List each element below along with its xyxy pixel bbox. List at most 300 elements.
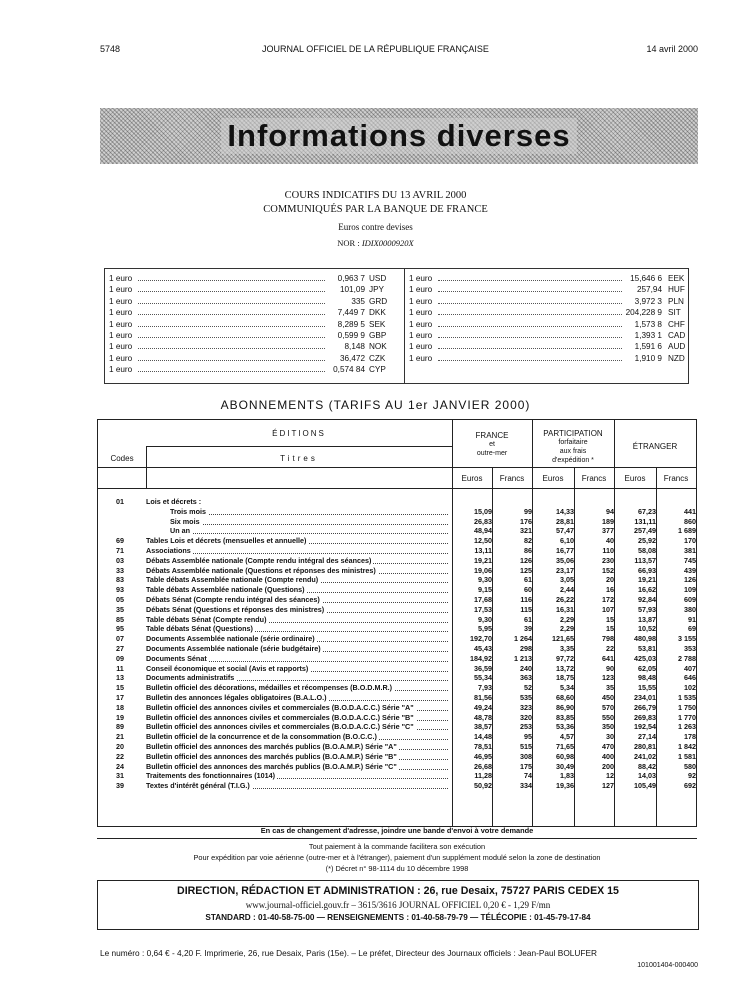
row-value: 269,83 [634, 712, 656, 722]
row-value: 380 [684, 604, 696, 614]
row-value: 116 [520, 595, 532, 604]
subscription-table [97, 419, 697, 827]
row-value: 323 [520, 702, 532, 712]
table-row [98, 732, 696, 742]
leader-dots [438, 360, 622, 361]
row-value: 66,93 [638, 565, 656, 575]
row-value: 125 [520, 565, 532, 575]
rate-currency: CZK [369, 353, 386, 363]
row-title: Débats Assemblée nationale (Questions et réponses des ministres) [146, 565, 376, 575]
row-value: 12,50 [474, 536, 492, 546]
rate-row [405, 330, 688, 341]
row-code: 85 [116, 614, 124, 624]
row-value: 38,57 [474, 722, 492, 732]
leader-dots [438, 303, 622, 304]
row-code: 33 [116, 565, 124, 575]
row-value: 609 [684, 595, 696, 604]
row-value: 535 [520, 693, 532, 702]
table-row [98, 722, 696, 732]
row-title: Documents Assemblée nationale (série ordinaire) [146, 634, 315, 644]
row-value: 230 [602, 555, 614, 565]
row-value: 1,83 [560, 771, 574, 781]
row-title: Bulletin officiel des annonces civiles et commerciales (B.O.D.A.C.C.) Série "A" [146, 702, 414, 712]
rate-value: 3,972 3 [634, 296, 662, 306]
table-row [98, 585, 696, 595]
row-value: 86,90 [556, 702, 574, 712]
row-title: Bulletin officiel des annonces des marchés publics (B.O.A.M.P.) Série "B" [146, 751, 397, 761]
row-value: 48,78 [474, 712, 492, 722]
rate-label: 1 euro [109, 274, 133, 283]
note-decree: (*) Décret n° 98-1114 du 10 décembre 1998 [325, 864, 469, 873]
row-value: 2,29 [560, 624, 574, 634]
participation-header: PARTICIPATION forfaitaire aux frais d'expédition * [543, 429, 603, 464]
leader-dots [138, 326, 325, 327]
table-row [98, 546, 696, 556]
rate-value: 1,910 9 [634, 353, 662, 363]
row-value: 2,29 [560, 614, 574, 624]
row-value: 2,44 [560, 585, 574, 595]
row-title: Documents Assemblée nationale (série budgétaire) [146, 644, 321, 653]
rate-currency: NZD [668, 353, 685, 363]
francs-header: Francs [499, 474, 525, 483]
row-code: 11 [116, 663, 124, 673]
row-value: 350 [602, 722, 614, 732]
rate-currency: HUF [668, 285, 685, 295]
row-value: 27,14 [638, 732, 656, 742]
table-row [98, 654, 696, 664]
row-value: 470 [602, 742, 614, 751]
row-value: 234,01 [634, 693, 656, 702]
row-value: 1 770 [678, 712, 696, 722]
euros-header: Euros [542, 474, 564, 483]
row-value: 69 [688, 624, 696, 634]
rate-row [405, 284, 688, 295]
row-value: 1 264 [514, 634, 532, 644]
row-value: 26,68 [474, 761, 492, 771]
leader-dots [138, 303, 325, 304]
euros-header: Euros [461, 474, 483, 483]
row-value: 377 [602, 526, 614, 536]
row-value: 798 [602, 634, 614, 644]
rates-right-column [405, 273, 688, 364]
row-value: 68,60 [556, 693, 574, 702]
row-value: 1 213 [514, 653, 532, 663]
row-title: Six mois [170, 516, 200, 526]
rate-label: 1 euro [409, 342, 433, 352]
rate-row [105, 307, 395, 318]
table-row [98, 762, 696, 772]
row-value: 152 [602, 565, 614, 575]
row-value: 12 [606, 771, 614, 781]
row-value: 40 [606, 536, 614, 546]
row-value: 49,24 [474, 702, 492, 712]
rate-value: 1,591 6 [634, 342, 662, 352]
leader-dots [138, 348, 325, 349]
row-value: 105,49 [634, 781, 656, 791]
row-value: 480,98 [634, 634, 656, 644]
rate-value: 0,599 9 [337, 330, 365, 340]
row-title: Bulletin officiel des décorations, médailles et récompenses (B.O.D.M.R.) [146, 683, 393, 693]
table-row [98, 556, 696, 566]
etranger-header: ÉTRANGER [632, 442, 678, 451]
leader-dots [138, 280, 325, 281]
row-value: 570 [602, 702, 614, 712]
row-value: 16,31 [556, 604, 574, 614]
rate-value: 1,573 8 [634, 319, 662, 329]
row-title: Débats Sénat (Questions et réponses des ministres) [146, 604, 325, 614]
row-title: Table débats Assemblée nationale (Compte rendu) [146, 575, 319, 585]
row-value: 23,17 [556, 565, 574, 575]
row-value: 57,47 [556, 526, 574, 536]
row-value: 60,98 [556, 751, 574, 761]
row-value: 13,72 [556, 663, 574, 673]
rate-currency: GBP [369, 330, 387, 340]
row-title: Tables Lois et décrets (mensuelles et annuelle) [146, 536, 307, 546]
rate-value: 0,574 84 [333, 365, 365, 375]
header-date: 14 avril 2000 [646, 44, 698, 54]
banner [100, 108, 698, 164]
row-value: 126 [520, 555, 532, 565]
row-value: 16,77 [556, 546, 574, 555]
row-value: 1 842 [678, 742, 696, 751]
rates-left-column [105, 273, 395, 376]
rate-currency: EEK [668, 274, 685, 283]
rate-label: 1 euro [109, 296, 133, 306]
row-title: Bulletin officiel des annonces des marchés publics (B.O.A.M.P.) Série "A" [146, 742, 397, 751]
table-row [98, 605, 696, 615]
row-value: 30 [606, 732, 614, 742]
row-value: 172 [602, 595, 614, 604]
rate-label: 1 euro [409, 308, 433, 318]
row-value: 9,15 [478, 585, 492, 595]
row-value: 580 [684, 761, 696, 771]
row-value: 115 [520, 604, 532, 614]
row-value: 363 [520, 673, 532, 683]
row-value: 83,85 [556, 712, 574, 722]
row-value: 60 [524, 585, 532, 595]
leader-dots [438, 337, 622, 338]
row-title: Débats Sénat (Compte rendu intégral des séances) [146, 595, 320, 604]
rate-currency: JPY [369, 285, 385, 295]
row-value: 92 [688, 771, 696, 781]
row-value: 11,28 [474, 771, 492, 781]
rate-label: 1 euro [409, 330, 433, 340]
row-code: 27 [116, 644, 124, 653]
row-value: 102 [684, 683, 696, 693]
francs-header: Francs [663, 474, 689, 483]
leader-dots [438, 326, 622, 327]
row-title: Textes d'intérêt général (T.I.G.) [146, 781, 250, 791]
row-value: 14,33 [556, 506, 574, 516]
rate-value: 0,963 7 [337, 274, 365, 283]
table-row [98, 536, 696, 546]
table-row [98, 742, 696, 752]
row-code: 89 [116, 722, 124, 732]
row-value: 3 155 [678, 634, 696, 644]
rate-label: 1 euro [109, 319, 133, 329]
rate-label: 1 euro [109, 285, 133, 295]
row-value: 74 [524, 771, 532, 781]
row-value: 692 [684, 781, 696, 791]
row-value: 745 [684, 555, 696, 565]
row-value: 192,54 [634, 722, 656, 732]
row-value: 1 263 [678, 722, 696, 732]
row-title: Conseil économique et social (Avis et rapports) [146, 663, 309, 673]
row-value: 78,51 [474, 742, 492, 751]
row-value: 36,59 [474, 663, 492, 673]
row-value: 91 [688, 614, 696, 624]
row-value: 550 [602, 712, 614, 722]
row-value: 641 [602, 653, 614, 663]
row-value: 131,11 [634, 516, 656, 526]
row-value: 26,83 [474, 516, 492, 526]
row-title: Bulletin officiel de la concurrence et de la consommation (B.O.C.C.) [146, 732, 377, 742]
row-value: 82 [524, 536, 532, 546]
row-title: Associations [146, 546, 191, 555]
rate-label: 1 euro [109, 308, 133, 318]
row-title: Bulletin officiel des annonces des marchés publics (B.O.A.M.P.) Série "C" [146, 761, 397, 771]
row-value: 3,05 [560, 575, 574, 585]
row-value: 50,92 [474, 781, 492, 791]
rate-row [105, 353, 395, 364]
row-value: 20 [606, 575, 614, 585]
row-value: 381 [684, 546, 696, 555]
row-value: 92,84 [638, 595, 656, 604]
row-title: Traitements des fonctionnaires (1014) [146, 771, 276, 781]
table-row [98, 771, 696, 781]
row-value: 22 [606, 644, 614, 653]
table-row [98, 634, 696, 644]
row-value: 298 [520, 644, 532, 653]
row-code: 69 [116, 536, 124, 546]
row-value: 200 [602, 761, 614, 771]
row-code: 20 [116, 742, 124, 751]
rate-value: 101,09 [339, 285, 365, 295]
row-value: 121,65 [552, 634, 574, 644]
row-code: 31 [116, 771, 124, 781]
row-code: 17 [116, 693, 124, 702]
nor-value: IDIX0000920X [361, 238, 414, 248]
row-value: 90 [606, 663, 614, 673]
row-value: 19,36 [556, 781, 574, 791]
note-air: Pour expédition par voie aérienne (outre-mer et à l'étranger), paiement d'un supplément modulé selon la zone de destination [193, 853, 601, 862]
leader-dots [174, 524, 448, 525]
table-row [98, 526, 696, 536]
row-title: Table débats Sénat (Compte rendu) [146, 614, 267, 624]
row-value: 3,35 [560, 644, 574, 653]
table-row [98, 693, 696, 703]
row-value: 52 [524, 683, 532, 693]
row-code: 03 [116, 555, 124, 565]
table-row [98, 664, 696, 674]
row-code: 15 [116, 683, 124, 693]
row-value: 55,34 [474, 673, 492, 683]
row-value: 18,75 [556, 673, 574, 683]
footer-text: Le numéro : 0,64 € - 4,20 F. Imprimerie, 26, rue Desaix, Paris (15e). – Le préfet, Directeur des Journaux officiels : Jean-Paul BOLUFER [100, 948, 597, 958]
row-value: 184,92 [470, 653, 492, 663]
row-value: 176 [520, 516, 532, 526]
note-payment: Tout paiement à la commande facilitera son exécution [308, 842, 486, 851]
francs-header: Francs [581, 474, 607, 483]
rate-label: 1 euro [409, 285, 433, 295]
row-code: 35 [116, 604, 124, 614]
france-header: FRANCE et outre-mer [475, 431, 509, 457]
rate-label: 1 euro [409, 353, 433, 363]
banner-title: Informations diverses [221, 118, 576, 154]
row-value: 407 [684, 663, 696, 673]
row-value: 61 [524, 614, 532, 624]
table-row [98, 673, 696, 683]
row-code: 21 [116, 732, 124, 742]
row-value: 10,52 [638, 624, 656, 634]
rates-box [104, 268, 689, 384]
row-title: Documents administratifs [146, 673, 235, 683]
leader-dots [138, 360, 325, 361]
row-value: 1 581 [678, 751, 696, 761]
journal-title: JOURNAL OFFICIEL DE LA RÉPUBLIQUE FRANÇAISE [262, 44, 489, 54]
row-title: Trois mois [170, 506, 206, 516]
row-value: 99 [524, 506, 532, 516]
row-value: 515 [520, 742, 532, 751]
row-value: 253 [520, 722, 532, 732]
row-value: 45,43 [474, 644, 492, 653]
rate-currency: AUD [668, 342, 686, 352]
row-value: 35 [606, 683, 614, 693]
rate-row [405, 353, 688, 364]
row-value: 266,79 [634, 702, 656, 712]
row-value: 400 [602, 751, 614, 761]
row-value: 61 [524, 575, 532, 585]
row-value: 192,70 [470, 634, 492, 644]
row-title: Un an [170, 526, 190, 536]
rate-value: 36,472 [339, 353, 365, 363]
codes-header: Codes [110, 454, 134, 463]
table-row [98, 595, 696, 605]
direction-web: www.journal-officiel.gouv.fr – 3615/3616 JOURNAL OFFICIEL 0,20 € - 1,29 F/mn [245, 900, 551, 910]
rate-currency: NOK [369, 342, 387, 352]
row-title: Table débats Sénat (Questions) [146, 624, 253, 634]
row-value: 1 535 [678, 693, 696, 702]
rate-value: 8,148 [344, 342, 365, 352]
leader-dots [438, 291, 622, 292]
rate-label: 1 euro [409, 296, 433, 306]
row-title: Bulletin officiel des annonces civiles et commerciales (B.O.D.A.C.C.) Série "C" [146, 722, 414, 732]
row-value: 19,21 [474, 555, 492, 565]
rate-currency: SIT [668, 308, 681, 318]
row-value: 5,34 [560, 683, 574, 693]
row-value: 126 [684, 575, 696, 585]
table-row [98, 644, 696, 654]
table-row [98, 752, 696, 762]
row-value: 14,48 [474, 732, 492, 742]
row-value: 2 788 [678, 653, 696, 663]
rate-row [105, 341, 395, 352]
rate-value: 257,94 [636, 285, 662, 295]
direction-phones: STANDARD : 01-40-58-75-00 — RENSEIGNEMENTS : 01-40-58-79-79 — TÉLÉCOPIE : 01-45-79-17-84 [205, 913, 591, 922]
rate-label: 1 euro [409, 274, 433, 283]
row-value: 6,10 [560, 536, 574, 546]
row-value: 15 [606, 614, 614, 624]
rate-currency: SEK [369, 319, 386, 329]
table-row [98, 781, 696, 791]
row-value: 107 [602, 604, 614, 614]
row-value: 81,56 [474, 693, 492, 702]
row-value: 97,72 [556, 653, 574, 663]
row-value: 98,48 [638, 673, 656, 683]
row-value: 9,30 [478, 575, 492, 585]
row-value: 28,81 [556, 516, 574, 526]
table-row [98, 713, 696, 723]
row-value: 178 [684, 732, 696, 742]
row-code: 09 [116, 653, 124, 663]
row-value: 88,42 [638, 761, 656, 771]
row-code: 22 [116, 751, 124, 761]
leader-dots [138, 371, 325, 372]
table-row [98, 507, 696, 517]
row-value: 19,21 [638, 575, 656, 585]
row-value: 62,05 [638, 663, 656, 673]
titres-header: Titres [280, 454, 318, 463]
rate-label: 1 euro [109, 365, 133, 375]
nor-label: NOR : [337, 238, 360, 248]
row-code: 93 [116, 585, 124, 595]
row-title: Bulletin officiel des annonces civiles et commerciales (B.O.D.A.C.C.) Série "B" [146, 712, 414, 722]
row-value: 67,23 [638, 506, 656, 516]
row-value: 450 [602, 693, 614, 702]
rate-row [405, 341, 688, 352]
row-value: 127 [602, 781, 614, 791]
row-value: 13,87 [638, 614, 656, 624]
row-value: 1 750 [678, 702, 696, 712]
footer-code: 101001404-000400 [637, 962, 698, 969]
row-value: 16,62 [638, 585, 656, 595]
divider [97, 838, 697, 839]
row-value: 9,30 [478, 614, 492, 624]
row-value: 53,81 [638, 644, 656, 653]
row-value: 14,03 [638, 771, 656, 781]
rate-row [405, 319, 688, 330]
rate-row [105, 364, 395, 375]
row-value: 71,65 [556, 742, 574, 751]
row-value: 26,22 [556, 595, 574, 604]
row-value: 30,49 [556, 761, 574, 771]
rate-value: 7,449 7 [337, 308, 365, 318]
direction-box [97, 880, 699, 930]
row-value: 860 [684, 516, 696, 526]
row-value: 280,81 [634, 742, 656, 751]
row-value: 86 [524, 546, 532, 555]
row-code: 71 [116, 546, 124, 555]
rate-value: 8,289 5 [337, 319, 365, 329]
rate-label: 1 euro [109, 330, 133, 340]
row-value: 53,36 [556, 722, 574, 732]
row-value: 46,95 [474, 751, 492, 761]
row-value: 334 [520, 781, 532, 791]
row-value: 48,94 [474, 526, 492, 536]
rate-currency: CYP [369, 365, 386, 375]
leader-dots [438, 348, 622, 349]
row-value: 58,08 [638, 546, 656, 555]
row-code: 95 [116, 624, 124, 634]
rate-row [105, 330, 395, 341]
table-row [98, 566, 696, 576]
row-value: 57,93 [638, 604, 656, 614]
row-value: 321 [520, 526, 532, 536]
row-value: 308 [520, 751, 532, 761]
row-value: 13,11 [474, 546, 492, 555]
rate-currency: CAD [668, 330, 686, 340]
row-title: Débats Assemblée nationale (Compte rendu intégral des séances) [146, 555, 372, 565]
